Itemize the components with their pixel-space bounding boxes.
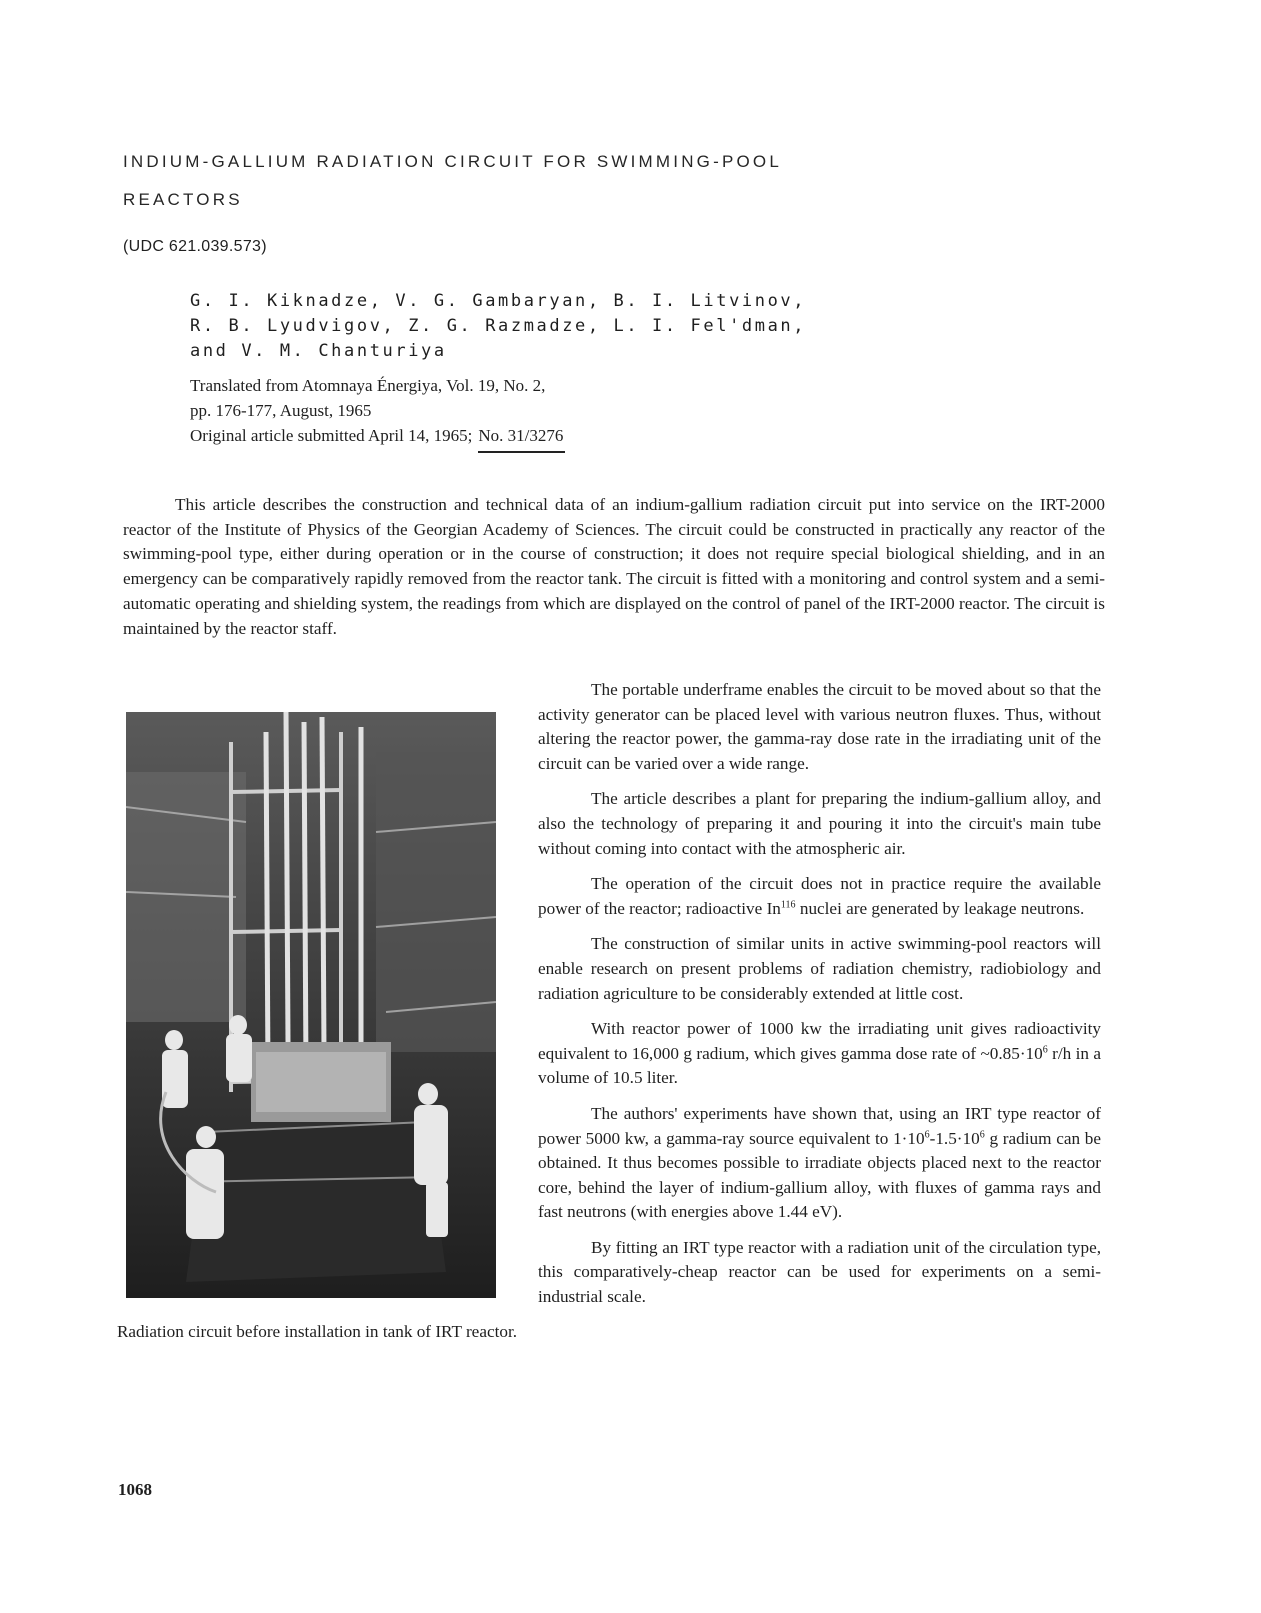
- text-run: nuclei are generated by leakage neutrons.: [795, 898, 1085, 918]
- submission-date: Original article submitted April 14, 1965;: [190, 426, 473, 445]
- body-paragraph: By fitting an IRT type reactor with a radiation unit of the circulation type, this comparatively-cheap reactor can be used for experiments on a semi-industrial scale.: [538, 1237, 1101, 1307]
- page-number: 1068: [118, 1480, 152, 1499]
- article-title-line-1: INDIUM-GALLIUM RADIATION CIRCUIT FOR SWIMMING-POOL: [123, 152, 782, 171]
- body-paragraph: [538, 1102, 1101, 1225]
- superscript: 116: [780, 899, 796, 911]
- article-number: No. 31/3276: [478, 423, 565, 453]
- superscript: 6: [1042, 1043, 1048, 1055]
- reactor-photo: [126, 712, 496, 1298]
- text-run: -1.5·10: [929, 1128, 980, 1148]
- reactor-photo-illustration: [126, 712, 496, 1298]
- author-line: and V. M. Chanturiya: [190, 341, 447, 361]
- body-paragraph: The construction of similar units in active swimming-pool reactors will enable research on present problems of radiation chemistry, radiobiology and radiation agriculture to be considerably extended at little cost.: [538, 934, 1101, 1003]
- translation-source: [190, 373, 565, 453]
- source-line: Translated from Atomnaya Énergiya, Vol. 19, No. 2,: [190, 376, 546, 395]
- right-column: [538, 678, 1101, 1321]
- superscript: 6: [924, 1128, 930, 1140]
- udc-code: (UDC 621.039.573): [123, 238, 267, 255]
- author-list: [190, 289, 806, 364]
- body-paragraph: [538, 872, 1101, 921]
- figure-caption: Radiation circuit before installation in tank of IRT reactor.: [116, 1322, 518, 1341]
- author-line: R. B. Lyudvigov, Z. G. Razmadze, L. I. Fel'dman,: [190, 316, 807, 336]
- article-title-line-2: REACTORS: [123, 190, 243, 209]
- body-paragraph: [538, 1017, 1101, 1091]
- text-run: The authors' experiments have shown that, using an IRT type reactor of power 5000 kw, a gamma-ray source equivalent to 1·10: [538, 1103, 1101, 1148]
- source-line: [190, 423, 565, 453]
- body-paragraph: The article describes a plant for preparing the indium-gallium alloy, and also the technology of preparing it and pouring it into the circuit's main tube without coming into contact with the atmospheric air.: [538, 789, 1101, 858]
- author-line: G. I. Kiknadze, V. G. Gambaryan, B. I. Litvinov,: [190, 291, 807, 311]
- source-line: pp. 176-177, August, 1965: [190, 401, 372, 420]
- text-run: The operation of the circuit does not in practice require the available power of the reactor; radioactive In: [538, 874, 1101, 918]
- text-run: g radium can be obtained. It thus becomes possible to irradiate objects placed next to the reactor core, behind the layer of indium-gallium alloy, with fluxes of gamma rays and fast neutrons (with energies above 1.44 eV).: [538, 1128, 1102, 1222]
- text-run: With reactor power of 1000 kw the irradiating unit gives radioactivity equivalent to 16,000 g radium, which gives gamma dose rate of ~0.85·10: [538, 1019, 1101, 1063]
- intro-paragraph: This article describes the construction and technical data of an indium-gallium radiation circuit put into service on the IRT-2000 reactor of the Institute of Physics of the Georgian Academy of Sciences. The circuit could be constructed in practically any reactor of the swimming-pool type, either during operation or in the course of construction; it does not require special biological shielding, and in an emergency can be comparatively rapidly removed from the reactor tank. The circuit is fitted with a monitoring and control system and a semi-automatic operating and shielding system, the readings from which are displayed on the control of panel of the IRT-2000 reactor. The circuit is maintained by the reactor staff.: [123, 495, 1105, 638]
- body-paragraph: The portable underframe enables the circuit to be moved about so that the activity generator can be placed level with various neutron fluxes. Thus, without altering the reactor power, the gamma-ray dose rate in the irradiating unit of the circuit can be varied over a wide range.: [538, 680, 1101, 773]
- text-run: r/h in a volume of 10.5 liter.: [538, 1043, 1101, 1088]
- superscript: 6: [979, 1128, 985, 1140]
